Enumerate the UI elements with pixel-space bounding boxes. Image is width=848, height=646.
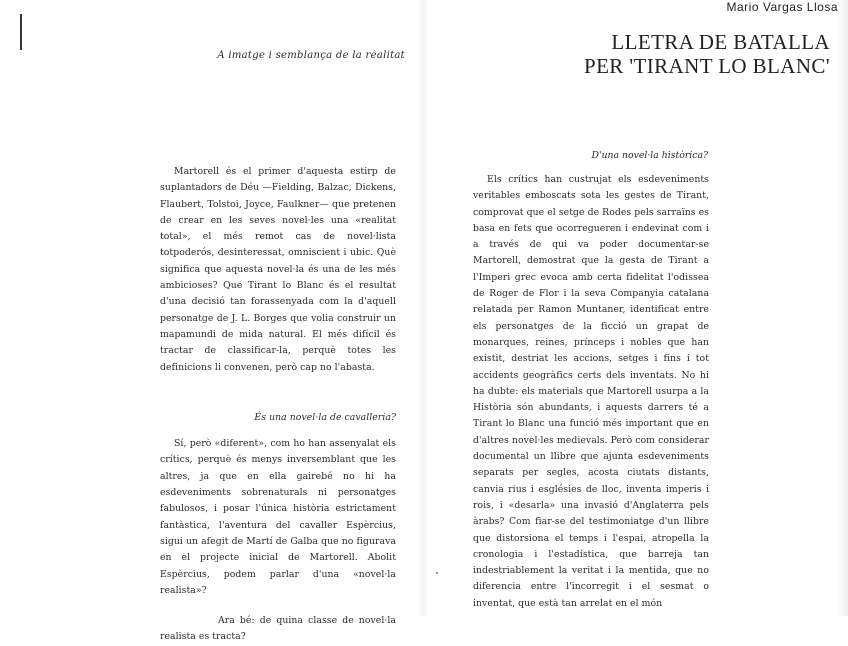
right-column [473, 172, 709, 612]
author-name: Mario Vargas Llosa [726, 0, 838, 14]
right-paragraph-1: Els crítics han custrujat els esdeveniments veritables emboscats sota les gestes de Tirant, comprovat que el setge de Rodes pels sarraïns es basa en fets que ocorregueren i endevinat com i a través de qui va poder documentar-se Martorell, demostrat que la gesta de Tirant a l'Imperi grec evoca amb certa fidelitat l'odissea de Roger de Flor i la seva Companyia catalana relatada per Ramon Muntaner, identificat entre els personatges de la ficció un grapat de monarques, reines, prínceps i nobles que han existit, destriat les accions, setges i fins i tot accidents geogràfics certs dels inventats. No hi ha dubte: els materials que Martorell usurpa a la Història són abundants, i aquests darrers té a Tirant lo Blanc una funció més important que en d'altres novel·les medievals. Però com considerar documental un llibre que ajunta esdeveniments separats per segles, acosta ciutats distants, canvia rius i esglésies de lloc, inventa imperis i rois, i «desarla» una invasió d'Anglaterra pels àrabs? Com fiar-se del testimoniatge d'un llibre que distorsiona el temps i l'espai, atropella la cronologia i l'estadística, que barreja tan indestriablement la veritat i la mentida, que no diferencia entre l'incorregit i el sesmat o inventat, que està tan arrelat en el món [473, 174, 709, 609]
left-page [0, 0, 424, 643]
section-heading-historica: D'una novel·la històrica? [591, 150, 708, 161]
chapter-title-line-2: PER 'TIRANT LO BLANC' [583, 54, 830, 78]
left-paragraph-1: Martorell és el primer d'aquesta estirp de suplantadors de Déu —Fielding, Balzac, Dickens, Flaubert, Tolstoi, Joyce, Faulkner— que pretenen de crear en les seves novel·les una «realitat total», el més remot cas de novel·lista totpoderós, desinteressat, omniscient i ubic. Què significa que aquesta novel·la és una de les més ambicioses? Que Tirant lo Blanc és el resultat d'una decisió tan forassenyada com la d'aquell personatge de J. L. Borges que volia construir un mapamundi de mida natural. El més difícil és tractar de classificar-la, perquè totes les definicions li convenen, però cap no l'abasta. [160, 166, 396, 373]
chapter-title [570, 30, 830, 78]
chapter-title-line-1: LLETRA DE BATALLA [611, 30, 830, 54]
left-column [160, 164, 396, 646]
scan-speck [436, 572, 438, 574]
page-edge-shadow [838, 0, 848, 616]
section-heading-cavalleria: És una novel·la de cavalleria? [254, 411, 396, 423]
left-paragraph-2: Sí, però «diferent», com ho han assenyalat els crítics, perquè és menys inversemblant que les altres, ja que en ella gairebé no hi ha esdeveniments sobrenaturals ni personatges fabulosos, i posar l'única història estrictament fantàstica, l'aventura del cavaller Espèrcius, sigui un afegit de Martí de Galba que no figurava en el projecte inicial de Martorell. Abolit Espèrcius, podem parlar d'una «novel·la realista»? [160, 438, 396, 596]
running-head: A imatge i semblança de la realitat [217, 50, 405, 61]
left-paragraph-3: Ara bé: de quina classe de novel·la realista es tracta? [160, 615, 396, 643]
binding-mark [20, 14, 22, 50]
